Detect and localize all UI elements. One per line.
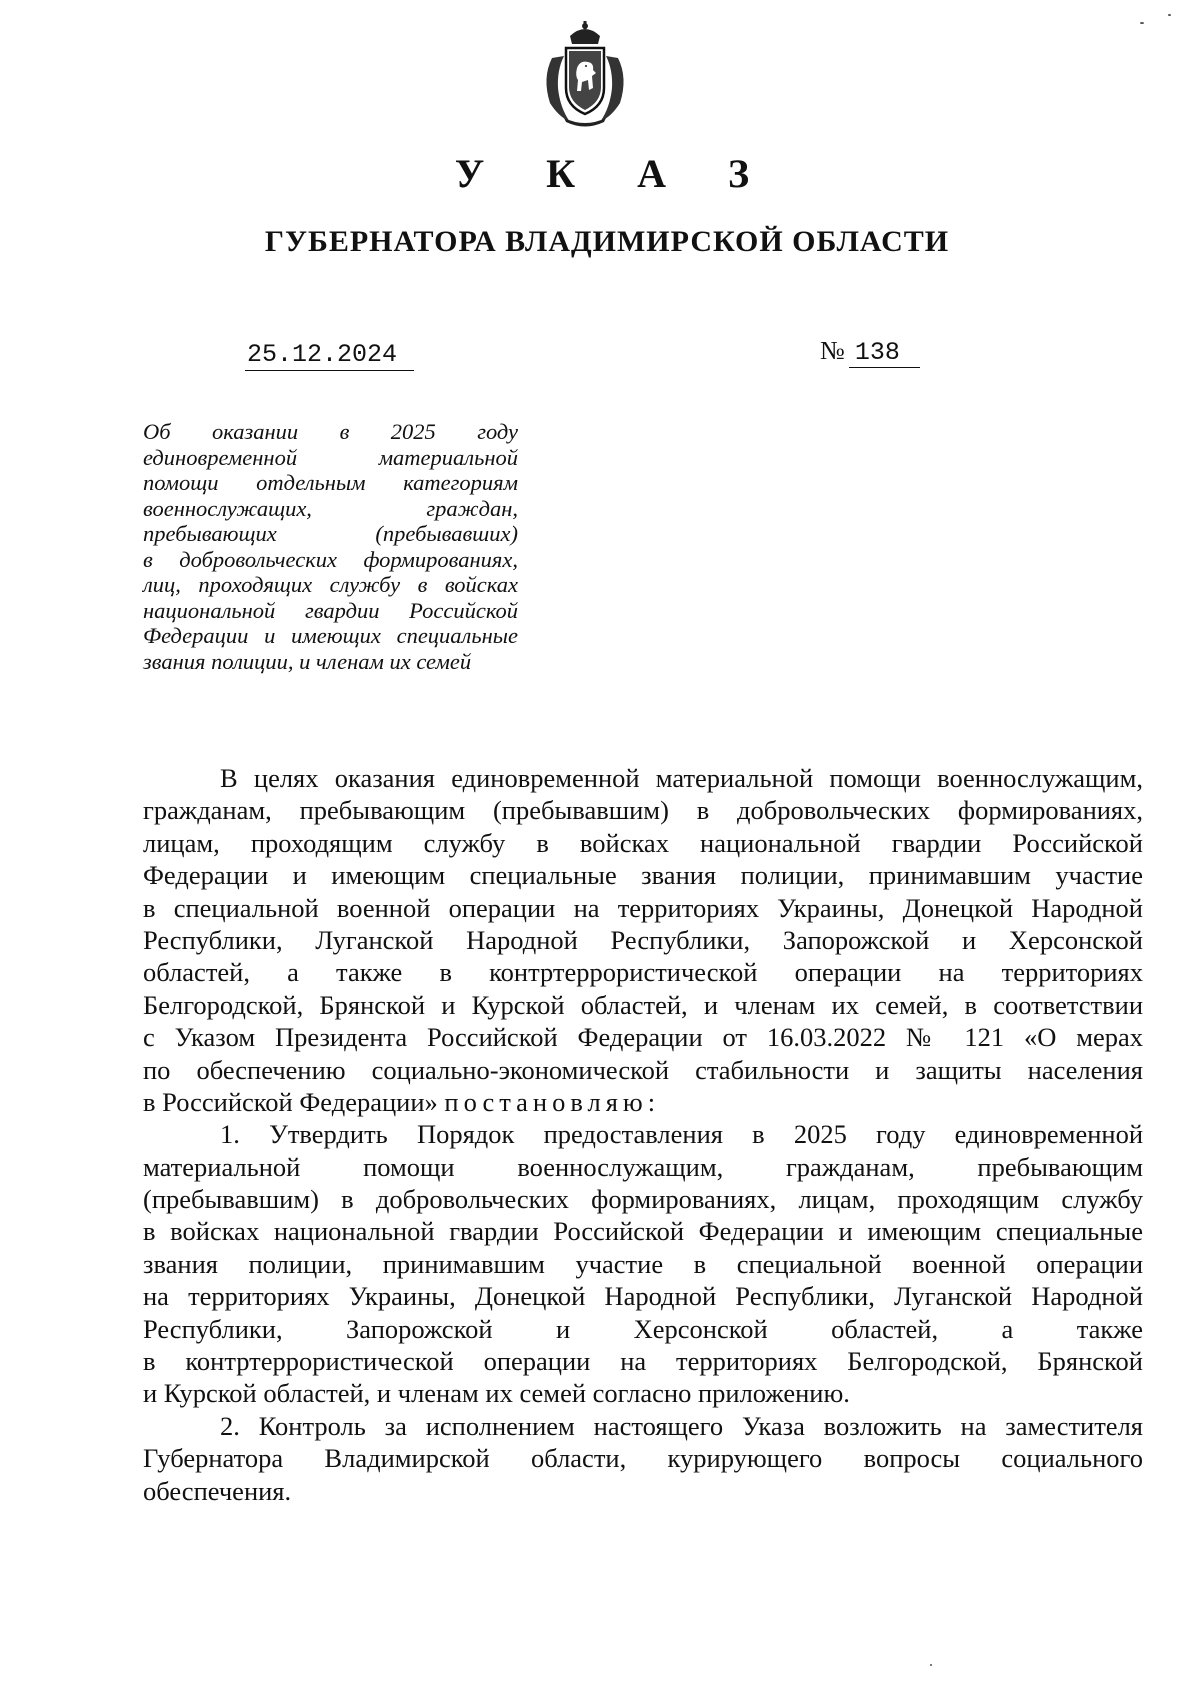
heading-line: Об оказании в 2025 году xyxy=(143,419,518,444)
body-line: В целях оказания единовременной материальной помощи военнослужащим, xyxy=(220,763,1143,793)
number-value: 138 xyxy=(849,338,920,368)
body-line: материальной помощи военнослужащим, гражданам, пребывающим xyxy=(143,1151,1143,1182)
body-line: 1. Утвердить Порядок предоставления в 2025 году единовременной xyxy=(220,1119,1143,1150)
heading-line: пребывающих (пребывавших) xyxy=(143,521,518,546)
body-line: (пребывавшим) в добровольческих формированиях, лицам, проходящим службу xyxy=(143,1184,1143,1215)
body-line: Республики, Луганской Народной Республики, Запорожской и Херсонской xyxy=(143,924,1143,955)
document-heading xyxy=(143,419,518,674)
body-line: по обеспечению социально-экономической стабильности и защиты населения xyxy=(143,1054,1143,1085)
heading-line: национальной гвардии Российской xyxy=(143,597,518,623)
heading-line: звания полиции, и членам их семей xyxy=(143,648,472,674)
document-subtitle: ГУБЕРНАТОРА ВЛАДИМИРСКОЙ ОБЛАСТИ xyxy=(264,225,950,258)
body-line: в войсках национальной гвардии Российской Федерации и имеющим специальные xyxy=(143,1216,1143,1247)
body-line: обеспечения. xyxy=(143,1475,292,1506)
body-line: звания полиции, принимавшим участие в специальной военной операции xyxy=(143,1248,1143,1279)
heading-line: военнослужащих, граждан, xyxy=(143,495,518,521)
heading-line: помощи отдельным категориям xyxy=(143,470,518,495)
document-date: 25.12.2024 xyxy=(245,340,414,371)
body-line: и Курской областей, и членам их семей согласно приложению. xyxy=(143,1378,850,1409)
body-line: 2. Контроль за исполнением настоящего Указа возложить на заместителя xyxy=(220,1410,1143,1441)
heading-line: лиц, проходящих службу в войсках xyxy=(143,572,518,597)
body-line: гражданам, пребывающим (пребывавшим) в добровольческих формированиях, xyxy=(143,795,1143,826)
body-line: на территориях Украины, Донецкой Народной Республики, Луганской Народной xyxy=(143,1281,1143,1312)
heading-line: Федерации и имеющих специальные xyxy=(143,623,518,648)
scan-speck xyxy=(1140,22,1144,24)
document-number xyxy=(820,336,920,368)
document-body xyxy=(143,762,1143,1507)
scan-speck xyxy=(930,1664,932,1666)
body-line: в контртеррористической операции на территориях Белгородской, Брянской xyxy=(143,1346,1143,1377)
body-line: лицам, проходящим службу в войсках национальной гвардии Российской xyxy=(143,827,1143,858)
heading-line: единовременной материальной xyxy=(143,444,518,470)
number-sign: № xyxy=(820,336,845,365)
body-line: в специальной военной операции на территориях Украины, Донецкой Народной xyxy=(143,892,1143,923)
body-line: областей, а также в контртеррористической операции на территориях xyxy=(143,957,1143,988)
body-line: с Указом Президента Российской Федерации от 16.03.2022 № 121 «О мерах xyxy=(143,1022,1143,1053)
decree-word: постановляю: xyxy=(444,1086,661,1117)
document-title: У К А З xyxy=(454,151,776,196)
body-line: Губернатора Владимирской области, курирующего вопросы социального xyxy=(143,1443,1143,1474)
body-line: Федерации и имеющим специальные звания полиции, принимавшим участие xyxy=(143,860,1143,891)
body-line-with-decree xyxy=(143,1086,1143,1118)
body-line: Республики, Запорожской и Херсонской областей, а также xyxy=(143,1313,1143,1344)
body-line: Белгородской, Брянской и Курской областей, и членам их семей, в соответствии xyxy=(143,989,1143,1020)
coat-of-arms-emblem xyxy=(530,18,640,128)
body-line-text: в Российской Федерации» xyxy=(143,1086,438,1117)
scan-speck xyxy=(1168,14,1171,16)
heading-line: в добровольческих формированиях, xyxy=(143,546,518,572)
